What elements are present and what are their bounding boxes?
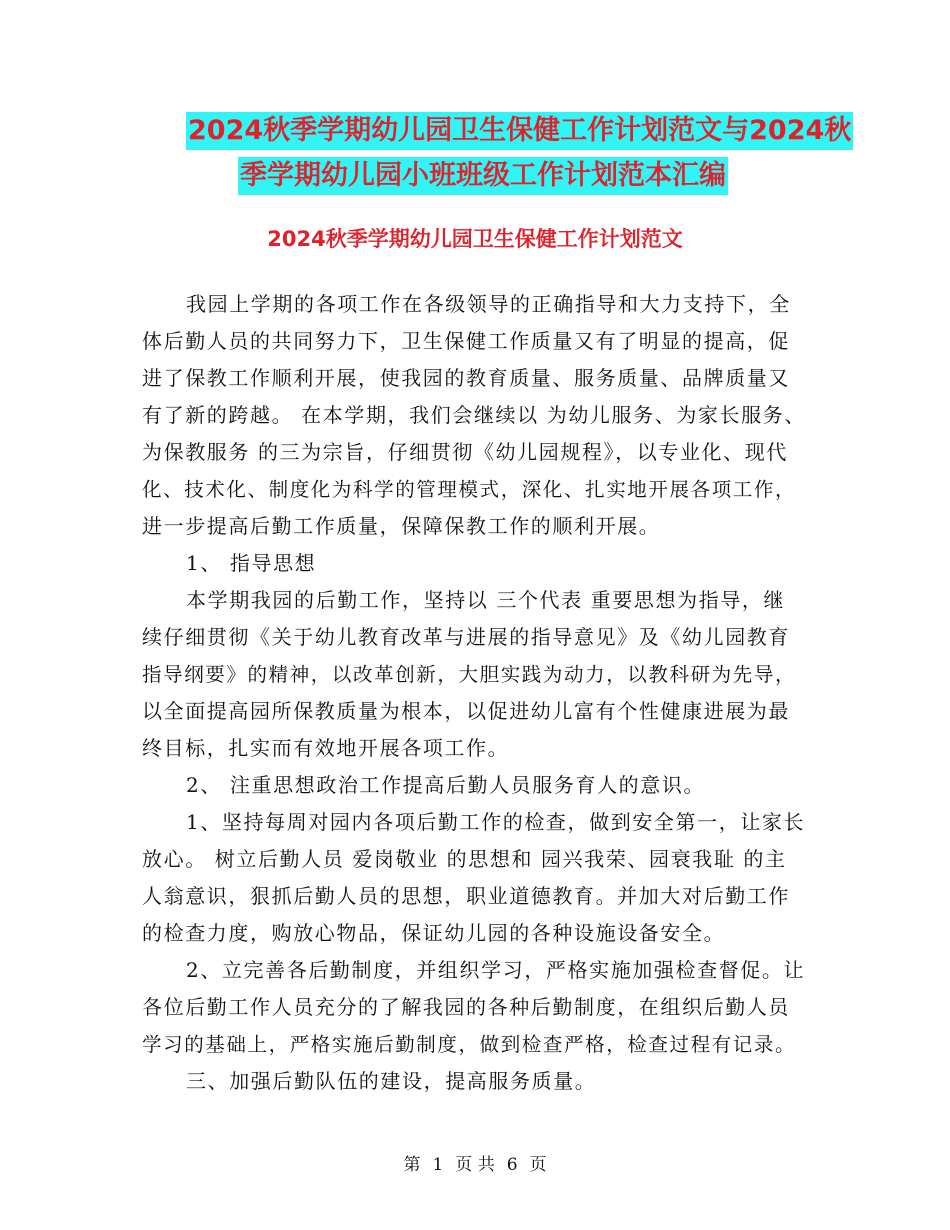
paragraph-line: 2、立完善各后勤制度，并组织学习，严格实施加强检查督促。让 — [186, 958, 806, 982]
page-footer — [0, 1150, 950, 1175]
paragraph-line: 终目标，扎实而有效地开展各项工作。 — [142, 736, 510, 760]
page-prefix: 第 — [403, 1155, 421, 1175]
paragraph-line: 1、坚持每周对园内各项后勤工作的检查，做到安全第一，让家长 — [186, 810, 806, 834]
paragraph-line: 人翁意识，狠抓后勤人员的思想，职业道德教育。并加大对后勤工作 — [142, 884, 790, 908]
paragraph-line: 的检查力度，购放心物品，保证幼儿园的各种设施设备安全。 — [142, 921, 726, 945]
paragraph-line: 进了保教工作顺利开展，使我园的教育质量、服务质量、品牌质量又 — [142, 366, 790, 390]
title-line-1: 2024秋季学期幼儿园卫生保健工作计划范文与2024秋 — [186, 112, 853, 150]
body-text — [142, 286, 810, 1100]
paragraph-line: 1、 指导思想 — [186, 551, 317, 575]
paragraph-line: 以全面提高园所保教质量为根本，以促进幼儿富有个性健康进展为最 — [142, 699, 790, 723]
paragraph-line: 为保教服务 的三为宗旨，仔细贯彻《幼儿园规程》，以专业化、现代 — [142, 440, 788, 464]
paragraph-line: 进一步提高后勤工作质量，保障保教工作的顺利开展。 — [142, 514, 661, 538]
paragraph-line: 各位后勤工作人员充分的了解我园的各种后勤制度，在组织后勤人员 — [142, 995, 790, 1019]
title-line-2: 季学期幼儿园小班班级工作计划范本汇编 — [238, 157, 728, 195]
paragraph-line: 本学期我园的后勤工作，坚持以 三个代表 重要思想为指导，继 — [186, 588, 786, 612]
page-total: 6 — [506, 1155, 518, 1175]
paragraph-line: 指导纲要》的精神，以改革创新，大胆实践为动力，以教科研为先导， — [142, 663, 797, 686]
paragraph-line: 我园上学期的各项工作在各级领导的正确指导和大力支持下，全 — [186, 292, 791, 316]
page-number: 1 — [432, 1155, 444, 1175]
paragraph-line: 体后勤人员的共同努力下，卫生保健工作质量又有了明显的提高，促 — [142, 329, 790, 353]
section-heading: 2024秋季学期幼儿园卫生保健工作计划范文 — [267, 227, 683, 251]
page-suffix: 页 — [529, 1155, 547, 1175]
paragraph-line: 三、加强后勤队伍的建设，提高服务质量。 — [186, 1069, 597, 1093]
paragraph-line: 学习的基础上，严格实施后勤制度，做到检查严格，检查过程有记录。 — [142, 1033, 797, 1056]
paragraph-line: 有了新的跨越。 在本学期，我们会继续以 为幼儿服务、为家长服务、 — [142, 403, 806, 427]
page-mid: 页 共 — [455, 1155, 495, 1175]
paragraph-line: 2、 注重思想政治工作提高后勤人员服务育人的意识。 — [186, 773, 706, 797]
paragraph-line: 放心。 树立后勤人员 爱岗敬业 的思想和 园兴我荣、园衰我耻 的主 — [142, 847, 787, 871]
paragraph-line: 续仔细贯彻《关于幼儿教育改革与进展的指导意见》及《幼儿园教育 — [142, 625, 790, 649]
paragraph-line: 化、技术化、制度化为科学的管理模式，深化、扎实地开展各项工作， — [142, 478, 797, 501]
